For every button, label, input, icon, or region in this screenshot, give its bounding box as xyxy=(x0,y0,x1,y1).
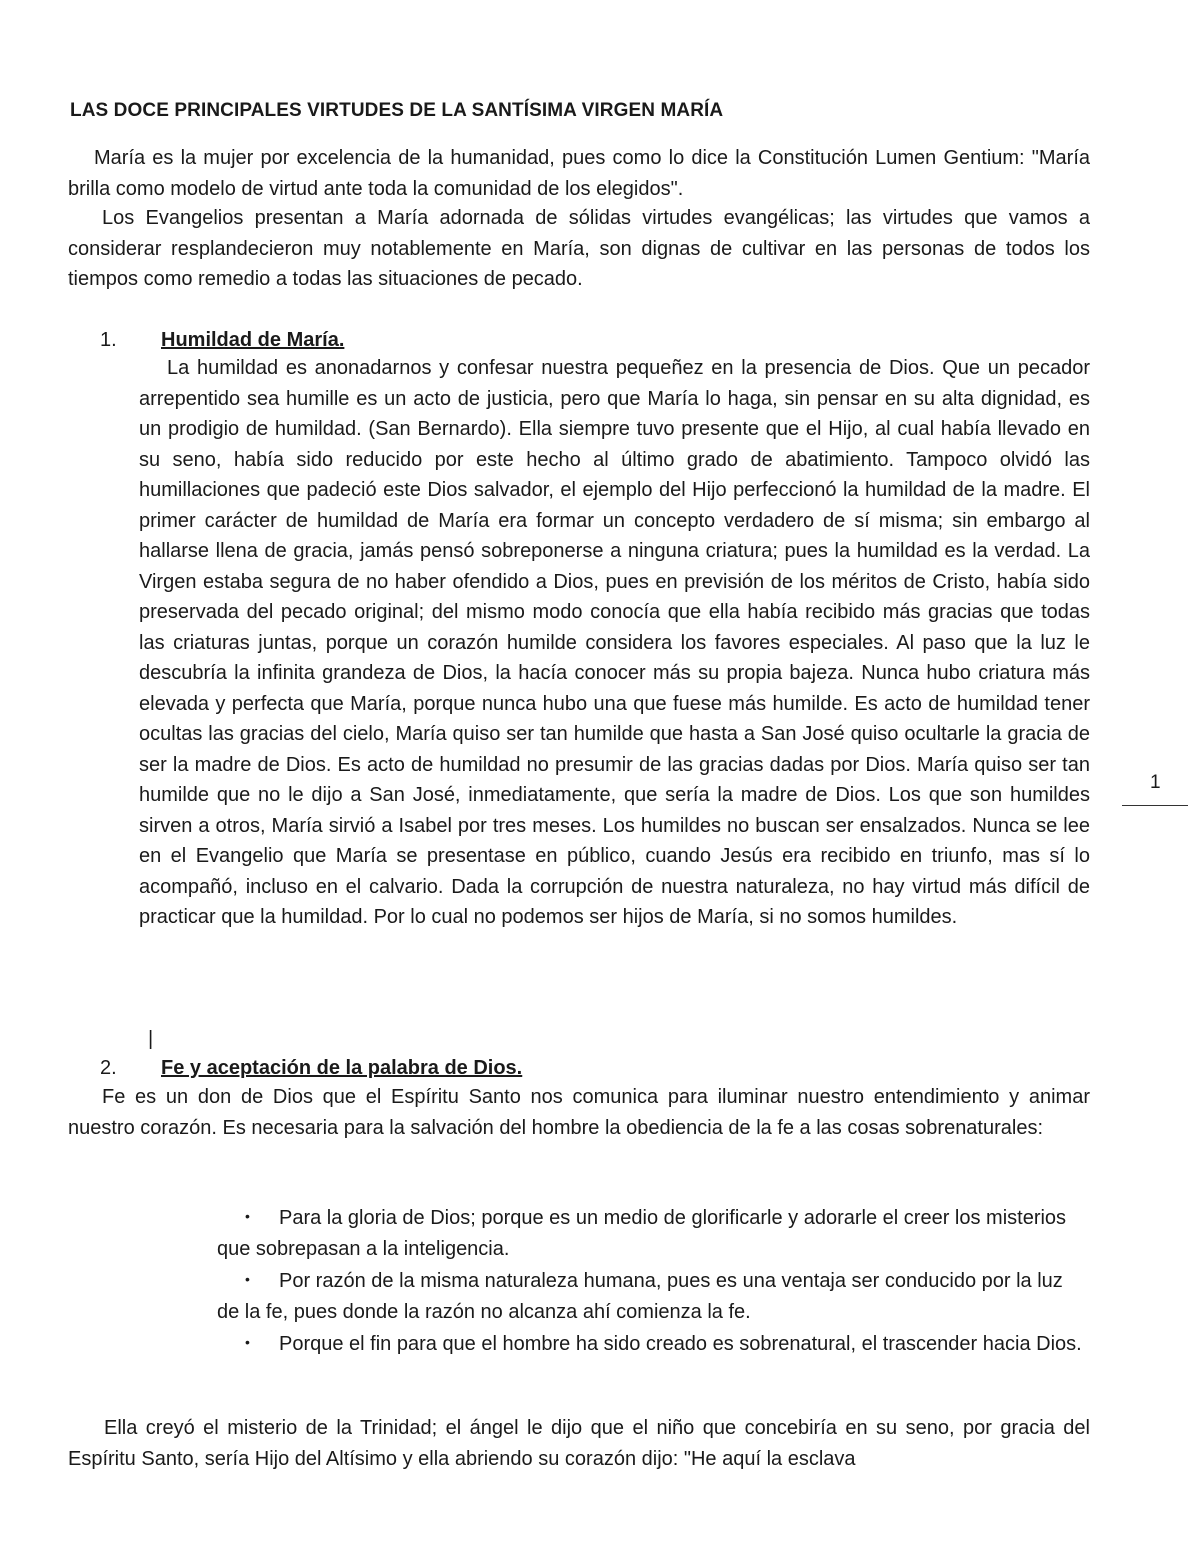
list-item-text: Por razón de la misma naturaleza humana, pues es una ventaja ser conducido por la luz de la fe, pues donde la razón no alcanza ahí comienza la fe. xyxy=(217,1270,1063,1323)
section-body-fe: Fe es un don de Dios que el Espíritu Santo nos comunica para iluminar nuestro entendimiento y animar nuestro corazón. Es necesaria para la salvación del hombre la obediencia de la fe a las cosas sobrenaturales: xyxy=(68,1086,1090,1139)
section-body-humildad: La humildad es anonadarnos y confesar nuestra pequeñez en la presencia de Dios. Que un pecador arrepentido sea humille es un acto de justicia, pero que María lo haga, sin pensar en su alta dignidad, es un prodigio de humildad. (San Bernardo). Ella siempre tuvo presente que el Hijo, al cual había llevado en su seno, había sido reducido por este hecho al último grado de abatimiento. Tampoco olvidó las humillaciones que padeció este Dios salvador, el ejemplo del Hijo perfeccionó la humildad de la madre. El primer carácter de humildad de María era formar un concepto verdadero de sí misma; sin embargo al hallarse llena de gracia, jamás pensó sobreponerse a ninguna criatura; pues la humildad es la verdad. La Virgen estaba segura de no haber ofendido a Dios, pues en previsión de los méritos de Cristo, había sido preservada del pecado original; del mismo modo conocía que ella había recibido más gracias que todas las criaturas juntas, porque un corazón humilde considera los favores especiales. Al paso que la luz le descubría la infinita grandeza de Dios, la hacía conocer más su propia bajeza. Nunca hubo criatura más elevada y perfecta que María, porque nunca hubo una que fuese más humilde. Es acto de humildad tener ocultas las gracias del cielo, María quiso ser tan humilde que hasta a San José quiso ocultarle la gracia de ser la madre de Dios. Es acto de humildad no presumir de las gracias dadas por Dios. María quiso ser tan humilde que no le dijo a San José, inmediatamente, que sería la madre de Dios. Los que son humildes sirven a otros, María sirvió a Isabel por tres meses. Los humildes no buscan ser ensalzados. Nunca se lee en el Evangelio que María se presentase en público, cuando Jesús era recibido en triunfo, mas sí lo acompañó, incluso en el calvario. Dada la corrupción de nuestra naturaleza, no hay virtud más difícil de practicar que la humildad. Por lo cual no podemos ser hijos de María, si no somos humildes. xyxy=(139,357,1090,928)
bullet-icon: • xyxy=(245,1271,250,1287)
document-title: LAS DOCE PRINCIPALES VIRTUDES DE LA SANTÍSIMA VIRGEN MARÍA xyxy=(70,100,724,121)
text-cursor: | xyxy=(148,1028,154,1050)
section-number-2: 2. xyxy=(100,1057,117,1079)
list-item xyxy=(217,1327,1090,1360)
intro-paragraph-1: María es la mujer por excelencia de la humanidad, pues como lo dice la Constitución Lumen Gentium: "María brilla como modelo de virtud ante toda la comunidad de los elegidos". xyxy=(68,147,1090,200)
page-number-rule xyxy=(1122,805,1188,806)
bullet-icon: • xyxy=(245,1334,250,1350)
section-number-1: 1. xyxy=(100,329,117,351)
section-title-fe: Fe y aceptación de la palabra de Dios. xyxy=(161,1057,523,1079)
list-item-text: Porque el fin para que el hombre ha sido creado es sobrenatural, el trascender hacia Dios. xyxy=(279,1333,1082,1355)
closing-paragraph: Ella creyó el misterio de la Trinidad; el ángel le dijo que el niño que concebiría en su seno, por gracia del Espíritu Santo, sería Hijo del Altísimo y ella abriendo su corazón dijo: "He aquí la esclava xyxy=(68,1417,1090,1470)
bullet-list xyxy=(217,1201,1090,1360)
list-item-text: Para la gloria de Dios; porque es un medio de glorificarle y adorarle el creer los misterios que sobrepasan a la inteligencia. xyxy=(217,1207,1067,1260)
page-number: 1 xyxy=(1150,772,1161,793)
list-item xyxy=(217,1201,1090,1264)
section-title-humildad: Humildad de María. xyxy=(161,329,345,351)
intro-paragraph-2: Los Evangelios presentan a María adornada de sólidas virtudes evangélicas; las virtudes que vamos a considerar resplandecieron muy notablemente en María, son dignas de cultivar en las personas de todos los tiempos como remedio a todas las situaciones de pecado. xyxy=(68,207,1090,290)
bullet-icon: • xyxy=(245,1208,250,1224)
list-item xyxy=(217,1264,1090,1327)
